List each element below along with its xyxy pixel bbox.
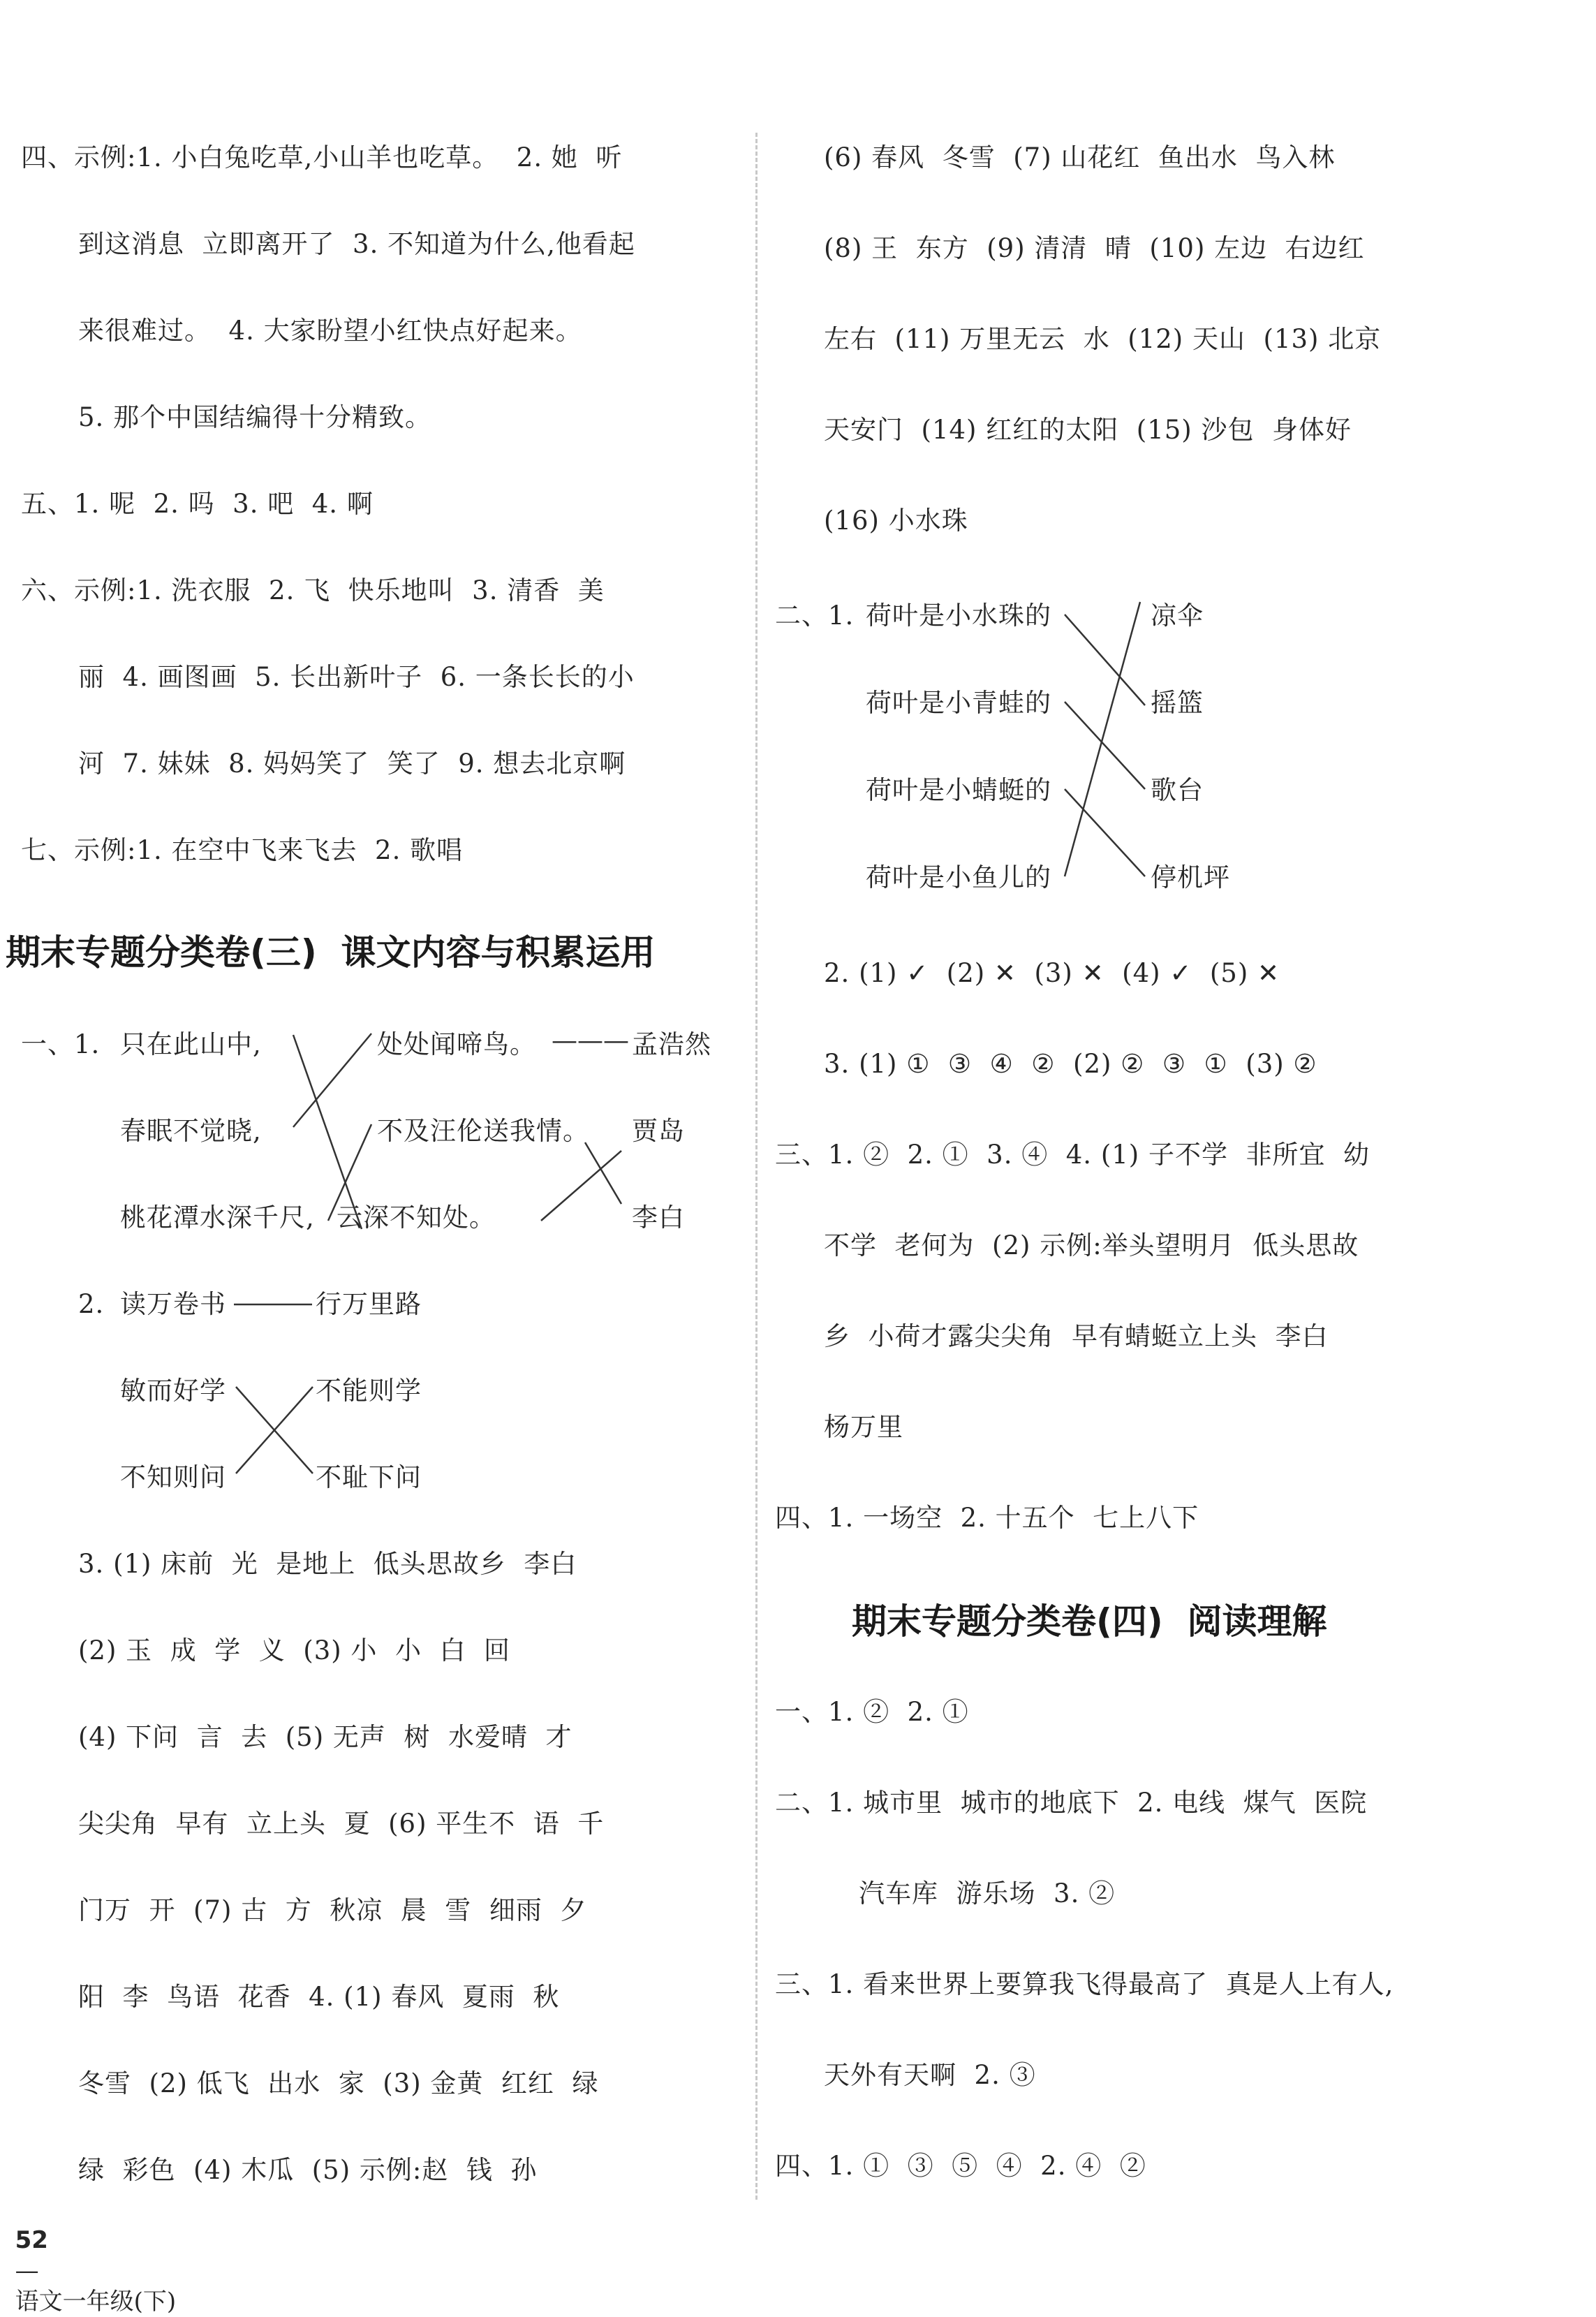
answer-line: 3. (1) 床前 光 是地上 低头思故乡 李白: [78, 1549, 577, 1579]
match-line: [1065, 702, 1145, 789]
column-divider: [755, 133, 758, 2200]
answer-line: 二、1. 城市里 城市的地底下 2. 电线 煤气 医院: [775, 1788, 1368, 1818]
answer-line: 3. (1) ① ③ ④ ② (2) ② ③ ① (3) ②: [824, 1049, 1317, 1079]
answer-line: 来很难过。 4. 大家盼望小红快点好起来。: [78, 316, 582, 346]
phrase: 摇篮: [1151, 688, 1204, 718]
answer-line: (6) 春风 冬雪 (7) 山花红 鱼出水 鸟入林: [824, 142, 1336, 172]
section-title: 期末专题分类卷(四) 阅读理解: [852, 1601, 1327, 1642]
answer-line: 乡 小荷才露尖尖角 早有蜻蜓立上头 李白: [824, 1321, 1329, 1351]
answer-line: 尖尖角 早有 立上头 夏 (6) 平生不 语 千: [78, 1809, 605, 1839]
poem-line: 只在此山中,: [120, 1029, 262, 1059]
answer-line: 三、1. 看来世界上要算我飞得最高了 真是人上有人,: [775, 1969, 1394, 1999]
saying: 行万里路: [316, 1289, 422, 1319]
right-column: [764, 0, 1596, 2302]
footer-separator: —: [15, 2257, 39, 2285]
answer-line: 河 7. 妹妹 8. 妈妈笑了 笑了 9. 想去北京啊: [78, 749, 626, 779]
subject-label: 语文一年级(下): [15, 2288, 177, 2316]
answer-line: 不学 老何为 (2) 示例:举头望明月 低头思故: [824, 1230, 1359, 1260]
answer-line: 丽 4. 画图画 5. 长出新叶子 6. 一条长长的小: [78, 662, 635, 692]
connector-dash: ———: [552, 1025, 629, 1055]
answer-line: (8) 王 东方 (9) 清清 晴 (10) 左边 右边红: [824, 233, 1365, 263]
answer-line: (2) 玉 成 学 义 (3) 小 小 白 回: [78, 1635, 511, 1665]
phrase: 荷叶是小青蛙的: [866, 688, 1051, 718]
answer-line: 阳 李 鸟语 花香 4. (1) 春风 夏雨 秋: [78, 1982, 560, 2012]
match-line: [1065, 602, 1140, 876]
answer-line: 2. (1) ✓ (2) ✕ (3) ✕ (4) ✓ (5) ✕: [824, 958, 1280, 988]
saying: 不知则问: [120, 1462, 226, 1492]
answer-line: 5. 那个中国结编得十分精致。: [78, 402, 432, 432]
page-footer: [0, 2194, 176, 2317]
phrase: 荷叶是小水珠的: [866, 601, 1051, 631]
answer-line: 到这消息 立即离开了 3. 不知道为什么,他看起: [78, 229, 635, 259]
question-number: 二、1.: [775, 601, 855, 631]
section-title: 期末专题分类卷(三) 课文内容与积累运用: [6, 932, 656, 973]
answer-line: 五、1. 呢 2. 吗 3. 吧 4. 啊: [21, 489, 374, 519]
answer-line: 杨万里: [824, 1412, 903, 1442]
phrase: 歌台: [1151, 775, 1204, 805]
answer-line: 三、1. ② 2. ① 3. ④ 4. (1) 子不学 非所宜 幼: [775, 1140, 1370, 1170]
left-column: [0, 0, 747, 2302]
phrase: 荷叶是小蜻蜓的: [866, 775, 1051, 805]
poem-line: 不及汪伦送我情。: [377, 1116, 589, 1146]
answer-line: 冬雪 (2) 低飞 出水 家 (3) 金黄 红红 绿: [78, 2068, 599, 2098]
answer-line: 绿 彩色 (4) 木瓜 (5) 示例:赵 钱 孙: [78, 2155, 538, 2185]
poem-line: 春眠不觉晓,: [120, 1116, 262, 1146]
question-number: 2.: [78, 1289, 105, 1319]
answer-line: 一、1. ② 2. ①: [775, 1697, 969, 1727]
answer-line: (4) 下问 言 去 (5) 无声 树 水爱晴 才: [78, 1722, 572, 1752]
poet-name: 贾岛: [632, 1116, 685, 1146]
answer-line: 六、示例:1. 洗衣服 2. 飞 快乐地叫 3. 清香 美: [21, 575, 605, 605]
answer-line: 四、示例:1. 小白兔吃草,小山羊也吃草。 2. 她 听: [21, 142, 623, 172]
poem-line: 云深不知处。: [337, 1202, 496, 1233]
page-number: 52: [15, 2226, 48, 2254]
saying: 不耻下问: [316, 1462, 422, 1492]
answer-line: 四、1. 一场空 2. 十五个 七上八下: [775, 1503, 1199, 1533]
poet-name: 孟浩然: [632, 1029, 711, 1059]
answer-line: 汽车库 游乐场 3. ②: [859, 1878, 1116, 1908]
answer-line: 四、1. ① ③ ⑤ ④ 2. ④ ②: [775, 2151, 1146, 2181]
question-number: 一、1.: [21, 1029, 101, 1059]
saying: 不能则学: [316, 1376, 422, 1406]
poem-line: 处处闻啼鸟。: [377, 1029, 536, 1059]
poet-name: 李白: [632, 1202, 685, 1233]
poem-line: 桃花潭水深千尺,: [120, 1202, 315, 1233]
phrase: 凉伞: [1151, 601, 1204, 631]
answer-line: 天外有天啊 2. ③: [824, 2060, 1036, 2090]
phrase: 停机坪: [1151, 862, 1230, 892]
phrase: 荷叶是小鱼儿的: [866, 862, 1051, 892]
answer-line: (16) 小水珠: [824, 506, 968, 536]
match2-lines: [0, 0, 747, 2302]
answer-line: 左右 (11) 万里无云 水 (12) 天山 (13) 北京: [824, 324, 1382, 354]
answer-line: 门万 开 (7) 古 方 秋凉 晨 雪 细雨 夕: [78, 1895, 587, 1925]
saying: 读万卷书: [120, 1289, 226, 1319]
saying: 敏而好学: [120, 1376, 226, 1406]
answer-line: 天安门 (14) 红红的太阳 (15) 沙包 身体好: [824, 415, 1352, 445]
answer-line: 七、示例:1. 在空中飞来飞去 2. 歌唱: [21, 835, 464, 865]
